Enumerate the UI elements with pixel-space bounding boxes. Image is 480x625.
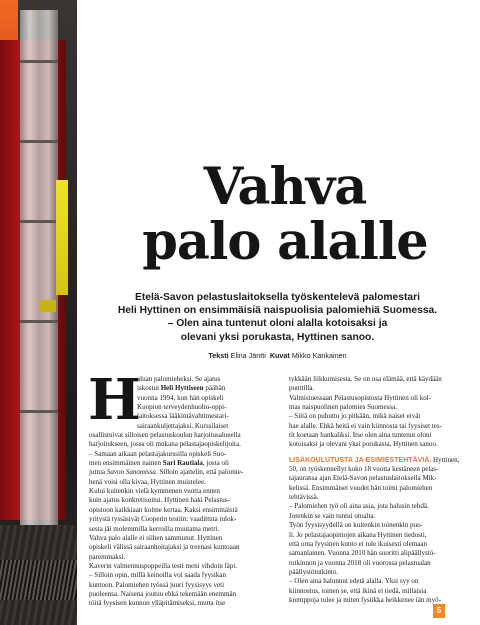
body-line: 50, on työskennellyt koko 18 vuotta kestäneen pelas-: [289, 465, 439, 474]
body-line: tehtävissä.: [289, 493, 319, 502]
text-credit-label: Teksti: [208, 351, 229, 360]
body-line: aluan palomieheksi. Se ajatus: [137, 375, 221, 383]
body-line: iskostui Heli Hyttiseen päähän: [137, 384, 226, 393]
body-line: Valmistuessaan Pelastusopistosta Hyttinen oli kol-: [289, 393, 432, 402]
body-line: Kuopion terveydenhuolto-oppi-: [137, 403, 227, 412]
photo-credit-author: Mikko Kankainen: [291, 351, 347, 360]
body-line: – Olen aina halunnut edetä alalla. Yksi syy on: [289, 577, 419, 586]
body-line: Työn fyysisyydellä on kuitenkin toinenkin puo-: [289, 521, 423, 530]
body-line: kuntoon. Palomiehen työssä juuri fyysisyys veti: [89, 580, 225, 589]
lead-line: – Olen aina tuntenut oloni alalla kotoisaksi ja: [167, 318, 388, 330]
body-line: hae alalle. Ehkä heitä ei vain kiinnosta tai fyysiset tes-: [289, 421, 443, 430]
body-line: kotoisaksi ja olevani yksi porukasta, Hyttinen sanoo.: [289, 440, 438, 449]
body-line: opistoon kaikkiaan kolme kertaa. Kaksi ensimmäistä: [89, 505, 238, 514]
body-line: että oma fyysinen kunto ei tule ikuisesti olemaan: [289, 539, 427, 548]
subhead-continuation: . Hyttinen,: [429, 455, 460, 464]
page-number: 5: [433, 604, 445, 618]
headline-line-2: palo alalle: [142, 212, 428, 272]
body-line: samanlainen. Vuonna 2010 hän suoritti alipäällystö-: [289, 549, 436, 558]
body-line: tutkinnon ja vuonna 2018 oli vuorossa pelastualan: [289, 558, 431, 567]
body-line: Kului kuitenkin vielä kymmenen vuotta ennen: [89, 487, 220, 496]
lead-line: olevani yksi porukasta, Hyttinen sanoo.: [180, 331, 375, 343]
section-subhead: LISÄKOULUTUSTA JA ESIMIESTEHTÄVIÄ: [289, 456, 430, 464]
body-line: töitä fyysisen kunnon ylläpitämiseksi, mutta itse: [89, 599, 226, 608]
body-line: kuin ajatus konkretisoitui. Hyttinen haki Pelastus-: [89, 496, 230, 505]
body-line: vuonna 1994, kun hän opiskeli: [137, 393, 224, 402]
drop-cap: H: [88, 367, 141, 433]
fire-truck-photo: [0, 0, 77, 625]
body-line: tykkään liikkumisesta. Se on osa elämää, että käydään: [289, 375, 442, 383]
article-headline: [100, 157, 470, 272]
body-line: juttua Savon Sanomissa. Silloin ajattelin, että palomie-: [89, 468, 244, 477]
body-line: tit koetaan hankaliksi. Itse olen aina tuntenut oloni: [289, 431, 432, 440]
body-line: li. Jo pelastajaopintojen aikana Hyttinen tiedosti,: [289, 530, 427, 539]
subhead-line: [289, 456, 464, 465]
lead-line: Heli Hyttinen on ensimmäisiä naispuolisia palomiehiä Suomessa.: [117, 305, 438, 317]
body-line: kiinnostus, toinen se, että ikinä ei tiedä, millaisia: [289, 586, 427, 595]
body-line: kremppoja tulee ja miten fysiikka heikkenee iän myö-: [289, 595, 442, 604]
body-line: – Samaan aikaan pelastajakurssilla opiskeli Suo-: [89, 449, 227, 458]
body-column-right: [289, 375, 464, 605]
body-line: men ensimmäinen nainen Sari Rautiala, josta oli: [89, 459, 229, 468]
body-line: Jotenkin se vain tuntui omalta.: [289, 511, 376, 520]
lead-line: Etelä-Savon pelastuslaitoksella työskentelevä palomestari: [134, 292, 420, 303]
body-line: tajauransa ajan Etelä-Savon pelastuslaitoksella Mik-: [289, 474, 437, 483]
body-line: kelissä. Ensimmäiset vuodet hän toimi palomiehen: [289, 483, 433, 492]
body-line: Kaverin valmennuspoppeilla testi meni vihdoin läpi.: [89, 561, 237, 570]
body-line: osallistuivat silloisen pelastuskoulun harjoitusalueella: [89, 431, 241, 440]
headline-line-1: Vahva: [203, 157, 367, 217]
body-line: mas naispuolinen palomies Suomessa.: [289, 403, 398, 412]
body-line: opiskeli välissä sairaanhoitajaksi ja treenasi kuntoaan: [89, 543, 240, 552]
body-line: punttilla.: [289, 384, 315, 393]
body-line: Vahva palo alalle ei siihen sammunut. Hyttinen: [89, 533, 223, 542]
body-line: henä voisi olla kivaa, Hyttinen muistelee.: [89, 477, 206, 486]
body-line: – Silloin opin, millä keinoilla voi saada fyysikan: [89, 571, 227, 580]
body-line: – Palomiehen työ oli aina asia, jota halusin tehdä.: [289, 502, 429, 511]
body-line: harjoitukseen, jossa oli mukana pelastajaopiskelijoita.: [89, 440, 241, 449]
article-lead: [90, 291, 465, 344]
text-credit-author: Elina Jäntti: [230, 351, 266, 360]
byline: [90, 351, 465, 360]
body-line: laitoksessa lääkintävahtimestari-: [137, 412, 229, 421]
body-column-left: [88, 367, 261, 609]
body-line: – Siitä on puhuttu jo pitkään, mikä naiset eivät: [289, 412, 421, 421]
body-line: puoleensa. Naisena joutuu ehkä tekemään enemmän: [89, 589, 237, 598]
body-line: sairaankuljettajaksi. Kurssilaiset: [137, 421, 229, 430]
body-line: päällystötutkinto.: [289, 567, 339, 576]
photo-credit-label: Kuvat: [269, 351, 290, 360]
body-line: yritystä tyssäsivät Cooperin testiin: vaadittuta tulok-: [89, 515, 237, 524]
body-line: paremmaksi.: [89, 552, 126, 561]
body-line: sesta jäi molemmilla kerroilla muutama metri.: [89, 524, 220, 533]
